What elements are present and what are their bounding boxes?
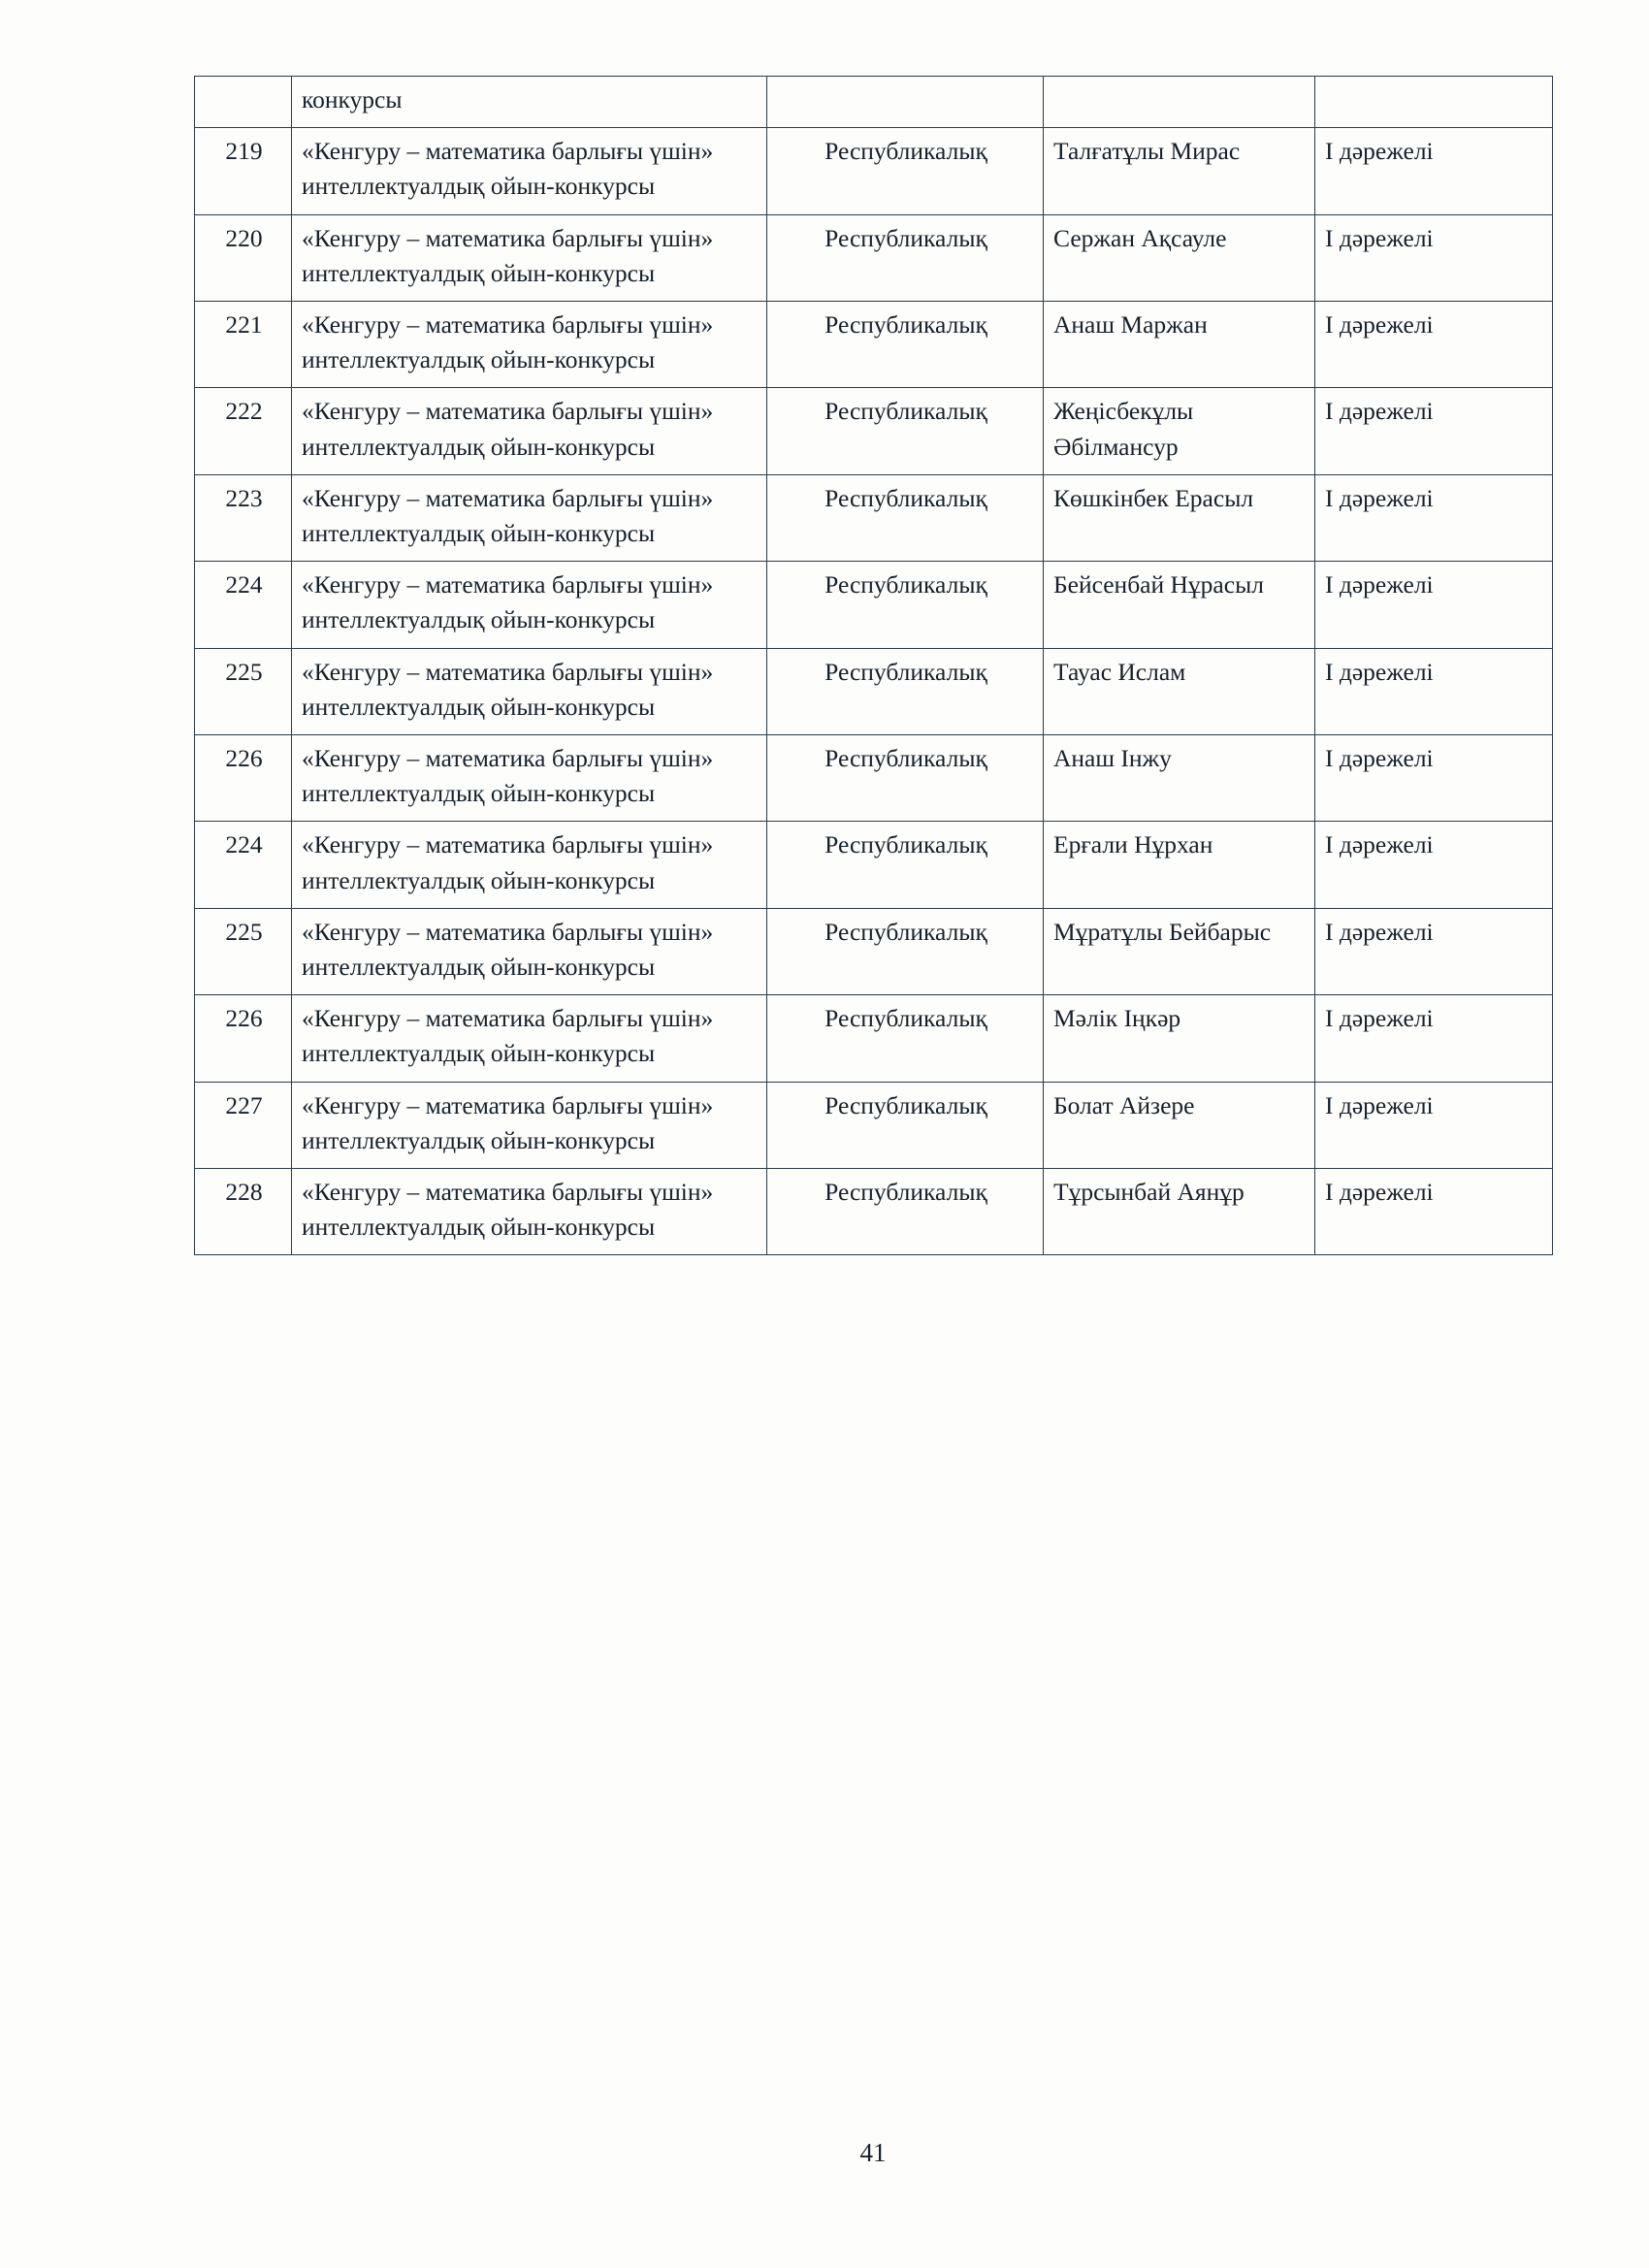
cell-level: Республикалық (767, 1082, 1044, 1168)
table-row (195, 128, 1553, 214)
cell-level: Республикалық (767, 822, 1044, 908)
cell-participant: Сержан Ақсауле (1044, 214, 1315, 301)
cell-award: І дәрежелі (1315, 214, 1553, 301)
table-row (195, 995, 1553, 1082)
cell-level (767, 77, 1044, 128)
cell-participant: Анаш Маржан (1044, 302, 1315, 388)
cell-number: 222 (195, 388, 292, 474)
cell-participant: Көшкінбек Ерасыл (1044, 474, 1315, 561)
cell-number: 224 (195, 562, 292, 648)
cell-level: Республикалық (767, 1169, 1044, 1255)
cell-participant: Мәлік Іңкәр (1044, 995, 1315, 1082)
cell-level: Республикалық (767, 735, 1044, 822)
cell-number: 225 (195, 648, 292, 734)
cell-level: Республикалық (767, 128, 1044, 214)
cell-award: І дәрежелі (1315, 995, 1553, 1082)
cell-number: 220 (195, 214, 292, 301)
table-row (195, 474, 1553, 561)
cell-level: Республикалық (767, 302, 1044, 388)
cell-participant: Ерғали Нұрхан (1044, 822, 1315, 908)
cell-participant: Болат Айзере (1044, 1082, 1315, 1168)
cell-level: Республикалық (767, 995, 1044, 1082)
cell-event-name: «Кенгуру – математика барлығы үшін» интеллектуалдық ойын-конкурсы (292, 474, 767, 561)
cell-participant: Жеңісбекұлы Әбілмансур (1044, 388, 1315, 474)
cell-participant: Мұратұлы Бейбарыс (1044, 908, 1315, 994)
cell-number (195, 77, 292, 128)
cell-number: 225 (195, 908, 292, 994)
table-row (195, 822, 1553, 908)
cell-award: І дәрежелі (1315, 648, 1553, 734)
cell-participant: Анаш Інжу (1044, 735, 1315, 822)
cell-participant: Тауас Ислам (1044, 648, 1315, 734)
cell-event-name: «Кенгуру – математика барлығы үшін» интеллектуалдық ойын-конкурсы (292, 214, 767, 301)
cell-award: І дәрежелі (1315, 302, 1553, 388)
cell-number: 227 (195, 1082, 292, 1168)
table-row (195, 1082, 1553, 1168)
cell-award: І дәрежелі (1315, 562, 1553, 648)
cell-participant: Бейсенбай Нұрасыл (1044, 562, 1315, 648)
table-row (195, 1169, 1553, 1255)
table-row (195, 302, 1553, 388)
cell-number: 219 (195, 128, 292, 214)
cell-level: Республикалық (767, 562, 1044, 648)
cell-event-name: конкурсы (292, 77, 767, 128)
cell-award: І дәрежелі (1315, 1169, 1553, 1255)
cell-participant: Талғатұлы Мирас (1044, 128, 1315, 214)
table-row (195, 388, 1553, 474)
table-row (195, 735, 1553, 822)
cell-event-name: «Кенгуру – математика барлығы үшін» интеллектуалдық ойын-конкурсы (292, 995, 767, 1082)
table-row (195, 648, 1553, 734)
cell-participant (1044, 77, 1315, 128)
cell-award: І дәрежелі (1315, 908, 1553, 994)
cell-participant: Тұрсынбай Аянұр (1044, 1169, 1315, 1255)
cell-number: 226 (195, 995, 292, 1082)
cell-award: І дәрежелі (1315, 388, 1553, 474)
cell-event-name: «Кенгуру – математика барлығы үшін» интеллектуалдық ойын-конкурсы (292, 562, 767, 648)
cell-event-name: «Кенгуру – математика барлығы үшін» интеллектуалдық ойын-конкурсы (292, 302, 767, 388)
cell-award: І дәрежелі (1315, 474, 1553, 561)
page-number: 41 (859, 2138, 887, 2167)
cell-level: Республикалық (767, 908, 1044, 994)
cell-number: 221 (195, 302, 292, 388)
cell-number: 224 (195, 822, 292, 908)
cell-event-name: «Кенгуру – математика барлығы үшін» интеллектуалдық ойын-конкурсы (292, 1082, 767, 1168)
cell-event-name: «Кенгуру – математика барлығы үшін» интеллектуалдық ойын-конкурсы (292, 735, 767, 822)
cell-level: Республикалық (767, 214, 1044, 301)
table-row (195, 214, 1553, 301)
cell-level: Республикалық (767, 648, 1044, 734)
cell-award (1315, 77, 1553, 128)
table-body (195, 77, 1553, 1255)
cell-level: Республикалық (767, 474, 1044, 561)
table-row (195, 908, 1553, 994)
cell-event-name: «Кенгуру – математика барлығы үшін» интеллектуалдық ойын-конкурсы (292, 388, 767, 474)
cell-award: І дәрежелі (1315, 1082, 1553, 1168)
cell-number: 223 (195, 474, 292, 561)
cell-event-name: «Кенгуру – математика барлығы үшін» интеллектуалдық ойын-конкурсы (292, 1169, 767, 1255)
table-row (195, 562, 1553, 648)
cell-level: Республикалық (767, 388, 1044, 474)
cell-award: І дәрежелі (1315, 822, 1553, 908)
cell-award: І дәрежелі (1315, 128, 1553, 214)
cell-event-name: «Кенгуру – математика барлығы үшін» интеллектуалдық ойын-конкурсы (292, 648, 767, 734)
cell-event-name: «Кенгуру – математика барлығы үшін» интеллектуалдық ойын-конкурсы (292, 822, 767, 908)
awards-table (194, 76, 1553, 1255)
cell-event-name: «Кенгуру – математика барлығы үшін» интеллектуалдық ойын-конкурсы (292, 908, 767, 994)
cell-event-name: «Кенгуру – математика барлығы үшін» интеллектуалдық ойын-конкурсы (292, 128, 767, 214)
cell-award: І дәрежелі (1315, 735, 1553, 822)
cell-number: 228 (195, 1169, 292, 1255)
page-content (194, 76, 1552, 2167)
table-row-continued (195, 77, 1553, 128)
cell-number: 226 (195, 735, 292, 822)
